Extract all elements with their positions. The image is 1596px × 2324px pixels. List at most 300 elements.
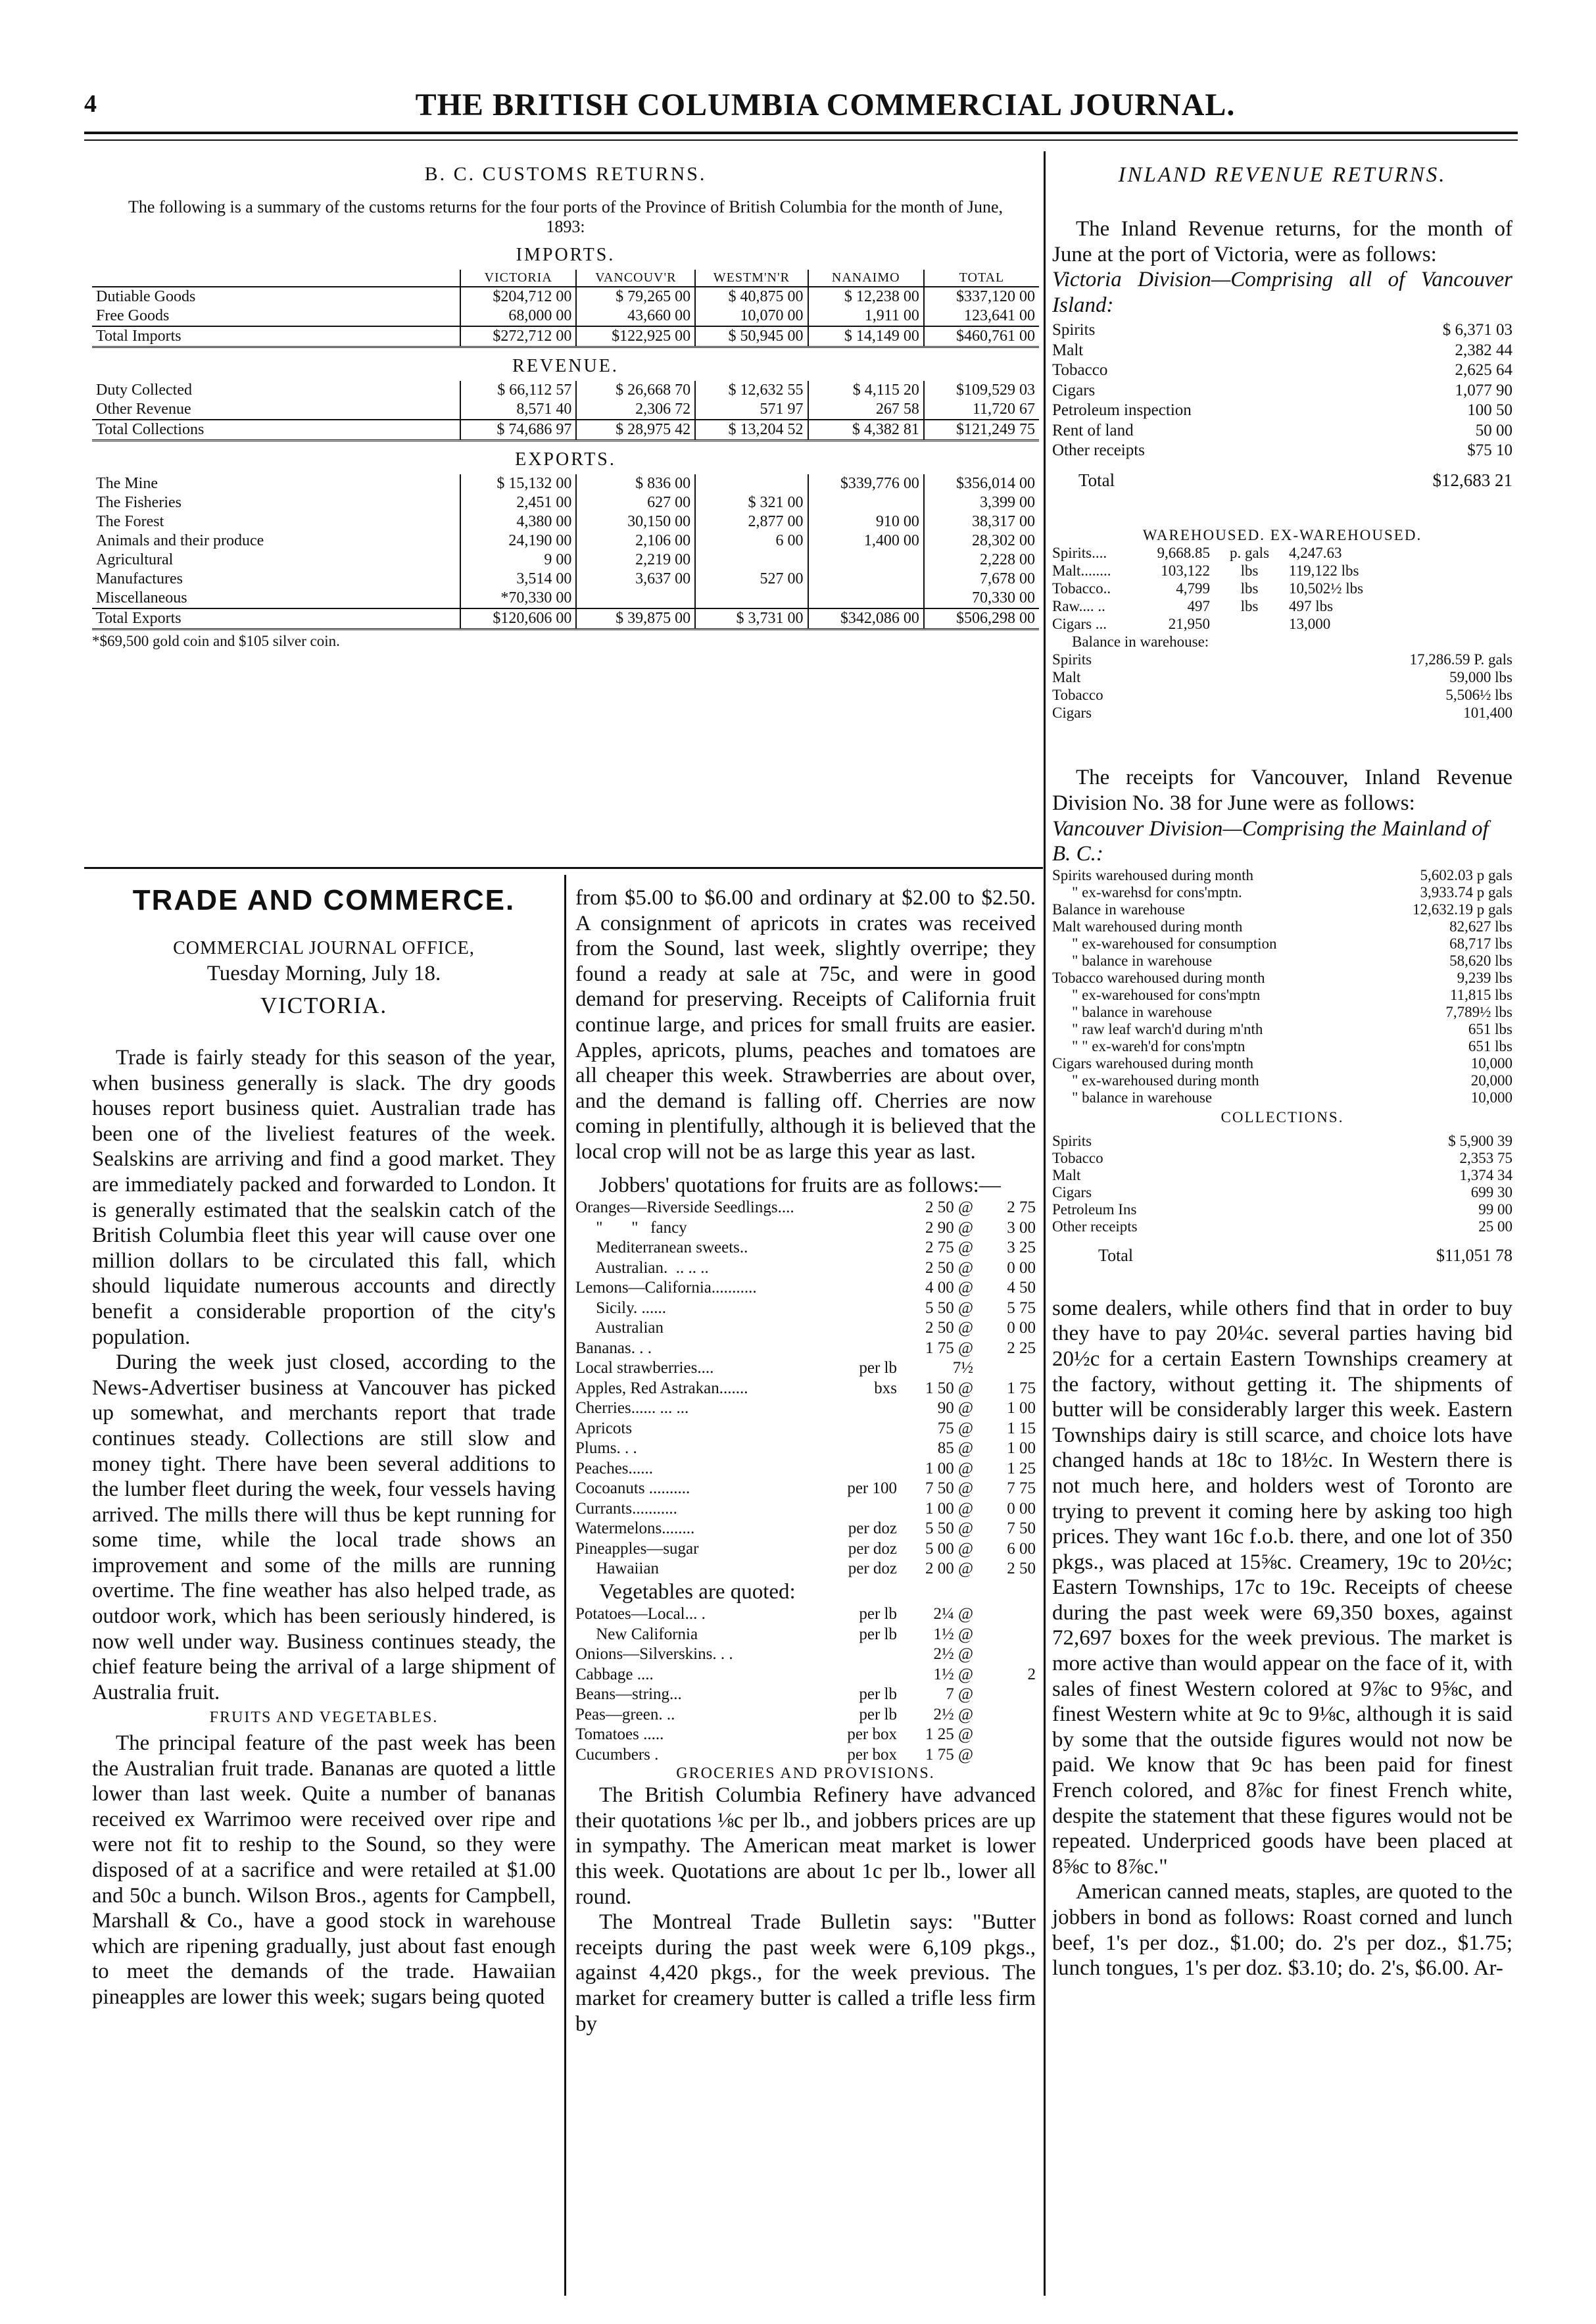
- trade-commerce: [92, 884, 556, 2010]
- table-row: [92, 381, 1039, 400]
- list-item: [1052, 1072, 1512, 1089]
- list-item: [575, 1238, 1036, 1258]
- item-value: 7,789½ lbs: [1445, 1003, 1512, 1020]
- column-divider-right: [1044, 151, 1046, 2296]
- cell: $ 13,204 52: [695, 420, 808, 441]
- col-victoria: VICTORIA: [460, 270, 576, 287]
- col-total: TOTAL: [924, 270, 1039, 287]
- cell: 1,911 00: [808, 307, 924, 326]
- item-label: Onions—Silverskins. . .: [575, 1645, 733, 1664]
- item-value: 2½ @: [933, 1705, 973, 1723]
- row-label: Agricultural: [96, 551, 174, 568]
- table-row: [92, 287, 1039, 307]
- total-row: [92, 608, 1039, 630]
- item-value: 90 @: [937, 1399, 973, 1418]
- item-value: 4,799: [1176, 580, 1210, 597]
- inland-revenue: [1052, 163, 1512, 1981]
- item-unit: per lb: [859, 1705, 897, 1723]
- list-item: [1052, 597, 1512, 615]
- list-item: [1052, 1133, 1512, 1150]
- item-value: 7 @: [946, 1685, 973, 1704]
- item-value: 1 25: [1007, 1459, 1036, 1477]
- row-label: The Forest: [96, 513, 164, 530]
- item-value: 497 lbs: [1289, 598, 1334, 615]
- list-item: [1052, 952, 1512, 970]
- item-label: " " ex-wareh'd for cons'mptn: [1072, 1037, 1245, 1054]
- item-label: Potatoes—Local... .: [575, 1605, 706, 1623]
- item-label: " raw leaf warch'd during m'nth: [1072, 1020, 1263, 1037]
- total-row: [1052, 470, 1512, 491]
- item-value: 2 50: [1007, 1560, 1036, 1578]
- item-label: Spirits: [1052, 651, 1092, 668]
- cell: 527 00: [695, 570, 808, 589]
- balance-title: Balance in warehouse:: [1072, 633, 1209, 651]
- item-unit: [802, 1644, 901, 1665]
- item-value: 100 50: [1467, 401, 1512, 420]
- cell: 571 97: [695, 400, 808, 420]
- item-value: 651 lbs: [1468, 1037, 1512, 1054]
- list-item: [575, 1644, 1036, 1665]
- item-value: 2 90 @: [925, 1218, 973, 1237]
- cell: 68,000 00: [460, 307, 576, 326]
- item-unit: [802, 1218, 901, 1239]
- item-label: Rent of land: [1052, 421, 1134, 439]
- item-unit: lbs: [1240, 562, 1259, 580]
- item-label: Peas—green. ..: [575, 1705, 675, 1723]
- list-item: [575, 1559, 1036, 1579]
- journal-title: THE BRITISH COLUMBIA COMMERCIAL JOURNAL.: [415, 87, 1236, 122]
- item-value: 7½: [952, 1359, 973, 1377]
- row-label: Other Revenue: [96, 401, 191, 418]
- list-item: [1052, 580, 1512, 597]
- item-label: Lemons—California...........: [575, 1279, 757, 1297]
- list-item: [1052, 421, 1512, 441]
- item-label: Hawaiian: [575, 1560, 660, 1578]
- item-label: " ex-warehsd for cons'mptn.: [1072, 883, 1242, 901]
- cell: $ 74,686 97: [460, 420, 576, 441]
- label-col-header: [92, 270, 460, 287]
- item-label: Spirits: [1052, 1132, 1092, 1149]
- item-label: Cigars: [1052, 705, 1092, 722]
- item-value: 5,602.03 p gals: [1420, 866, 1512, 883]
- list-item: [575, 1665, 1036, 1685]
- item-value: $ 5,900 39: [1448, 1132, 1512, 1149]
- cell: [808, 589, 924, 608]
- item-label: Apples, Red Astrakan.......: [575, 1379, 748, 1397]
- item-value: 2 00 @: [925, 1560, 973, 1578]
- trade-paragraph-1: Trade is fairly steady for this season of the year, when business generally is slack. The dry goods houses report business quiet. Australian trade has been one of the liveliest features of the week. Sealskins are arriving and find a good market. They are immediately packed and forwarded to London. It is generally estimated that the sealskin catch of the British Columbia fleet this year will cause over one million dollars to be circulated this fall, which should liquidate numerous accounts and directly benefit a considerable proportion of the city's population.: [92, 1046, 556, 1349]
- middle-paragraph-2: Jobbers' quotations for fruits are as follows:—: [599, 1173, 1001, 1197]
- list-item: [575, 1218, 1036, 1239]
- page-number: 4: [84, 90, 97, 118]
- item-value: 11,815 lbs: [1450, 986, 1512, 1003]
- item-label: Tobacco: [1052, 687, 1103, 704]
- item-value: [973, 1644, 1036, 1665]
- item-value: 4 50: [1007, 1279, 1036, 1297]
- total-row: [1052, 1247, 1512, 1264]
- item-label: Malt: [1052, 669, 1081, 686]
- middle-paragraph-4: The Montreal Trade Bulletin says: "Butter receipts during the past week were 6,109 pkgs., against 4,420 pkgs., for the week previous. The market for creamery butter is called a trifle less firm by: [575, 1910, 1036, 2036]
- item-label: " " fancy: [575, 1218, 687, 1237]
- item-value: 1,077 90: [1455, 381, 1512, 399]
- col-westminster: WESTM'N'R: [695, 270, 808, 287]
- middle-body: [575, 885, 1036, 1198]
- cell: 8,571 40: [460, 400, 576, 420]
- vancouver-division: Vancouver Division—Comprising the Mainland of B. C.:: [1052, 816, 1489, 866]
- row-label: Free Goods: [96, 307, 170, 324]
- list-item: [1052, 1089, 1512, 1106]
- item-value: 2,353 75: [1459, 1149, 1512, 1166]
- list-item: [575, 1379, 1036, 1399]
- cell: $ 12,632 55: [695, 381, 808, 400]
- item-unit: per lb: [859, 1685, 897, 1704]
- item-value: 25 00: [1478, 1218, 1512, 1235]
- table-row: [92, 493, 1039, 512]
- date-line: Tuesday Morning, July 18.: [206, 962, 441, 985]
- cell: [695, 589, 808, 608]
- cell: 9 00: [460, 551, 576, 570]
- item-value: [973, 1705, 1036, 1725]
- list-item: [1052, 1055, 1512, 1072]
- cell: $121,249 75: [924, 420, 1039, 441]
- row-label: Miscellaneous: [96, 589, 187, 606]
- item-label: Cigars: [1052, 1183, 1092, 1200]
- item-value: 1 75 @: [925, 1745, 973, 1764]
- item-unit: [802, 1298, 901, 1319]
- list-item: [575, 1705, 1036, 1725]
- table-row: [92, 400, 1039, 420]
- item-unit: per lb: [859, 1625, 897, 1643]
- list-item: [1052, 562, 1512, 580]
- trade-paragraph-2: During the week just closed, according to the News-Advertiser business at Vancouver has picked up somewhat, and merchants report that trade continues steady. Collections are still slow and money tight. There have been several additions to the lumber fleet during the week, four vessels having arrived. The mills there will thus be kept running for some time, while the local trade shows an improvement and some of the mills are running overtime. The fine weather has also helped trade, as outdoor work, which has been seriously hindered, is now well under way. Business continues steady, the chief feature being the arrival of a large shipment of Australia fruit.: [92, 1350, 556, 1704]
- total-row: [92, 420, 1039, 441]
- trade-paragraph-3: The principal feature of the past week has been the Australian fruit trade. Bananas are quoted a little lower than last week. Quite a number of bananas received ex Warrimoo were received over ripe and were not fit to reship to the Sound, so they were disposed of at a sacrifice and were retailed at $1.00 and 50c a bunch. Wilson Bros., agents for Campbell, Marshall & Co., have a good stock in warehouse which are ripening gradually, just about fast enough to meet the demands of the trade. Hawaiian pineapples are lower this week; sugars being quoted: [92, 1731, 556, 2009]
- item-value: 4,247.63: [1289, 545, 1342, 562]
- item-value: 6 00: [1007, 1539, 1036, 1558]
- list-item: [1052, 341, 1512, 361]
- item-label: Spirits: [1052, 321, 1096, 339]
- item-label: Cigars ...: [1052, 616, 1107, 633]
- row-label: The Mine: [96, 475, 158, 492]
- vancouver-list: [1052, 867, 1512, 1264]
- cell: $ 66,112 57: [460, 381, 576, 400]
- cell: 123,641 00: [924, 307, 1039, 326]
- cell: [808, 493, 924, 512]
- list-item: [1052, 867, 1512, 884]
- item-unit: per doz: [848, 1520, 897, 1538]
- item-unit: [802, 1398, 901, 1419]
- item-value: 2 50 @: [925, 1199, 973, 1217]
- fruits-heading: FRUITS AND VEGETABLES.: [209, 1709, 439, 1727]
- item-label: " ex-warehoused for cons'mptn: [1072, 986, 1261, 1003]
- cell: $356,014 00: [924, 474, 1039, 493]
- item-label: Australian. .. .. ..: [575, 1258, 709, 1277]
- list-item: [575, 1358, 1036, 1379]
- item-value: 82,627 lbs: [1449, 918, 1512, 935]
- cell: 11,720 67: [924, 400, 1039, 420]
- cell: $ 4,382 81: [808, 420, 924, 441]
- item-label: Tobacco..: [1052, 580, 1111, 597]
- table-row: [92, 474, 1039, 493]
- item-label: Petroleum Ins: [1052, 1200, 1137, 1218]
- cell: $ 14,149 00: [808, 326, 924, 347]
- item-label: Malt: [1052, 341, 1084, 359]
- item-value: 9,668.85: [1157, 545, 1210, 562]
- victoria-division: Victoria Division—Comprising all of Vancouver Island:: [1052, 268, 1512, 317]
- item-label: Total: [1098, 1247, 1134, 1264]
- item-value: [973, 1358, 1036, 1379]
- cell: $ 79,265 00: [576, 287, 695, 307]
- item-label: Local strawberries....: [575, 1359, 714, 1377]
- item-value: 10,000: [1470, 1089, 1512, 1106]
- victoria-items: [1052, 320, 1512, 490]
- row-label: Animals and their produce: [96, 532, 264, 549]
- item-value: 68,717 lbs: [1449, 935, 1512, 952]
- item-value: 1 75 @: [925, 1339, 973, 1357]
- list-item: [575, 1745, 1036, 1766]
- row-label: Manufactures: [96, 570, 183, 587]
- customs-title: B. C. CUSTOMS RETURNS.: [424, 163, 707, 185]
- collections-title: COLLECTIONS.: [1221, 1108, 1344, 1125]
- item-unit: bxs: [874, 1379, 897, 1397]
- item-value: 99 00: [1478, 1200, 1512, 1218]
- item-value: 103,122: [1161, 562, 1210, 580]
- list-item: [575, 1459, 1036, 1479]
- cell: $122,925 00: [576, 326, 695, 347]
- item-label: Cocoanuts ..........: [575, 1479, 690, 1498]
- row-label: Dutiable Goods: [96, 288, 196, 305]
- item-label: Peaches......: [575, 1459, 654, 1477]
- list-item: [1052, 441, 1512, 461]
- inland-intro: [1052, 216, 1512, 267]
- list-item: [1052, 651, 1512, 668]
- cell: $506,298 00: [924, 608, 1039, 630]
- item-value: $ 6,371 03: [1442, 321, 1512, 339]
- cell: 2,219 00: [576, 551, 695, 570]
- table-row: [92, 589, 1039, 608]
- item-value: [973, 1745, 1036, 1766]
- list-item: [1052, 901, 1512, 918]
- item-value: 50 00: [1475, 421, 1512, 439]
- customs-intro: The following is a summary of the customs returns for the four ports of the Province of British Columbia for the month of June, 1893:: [128, 197, 1004, 236]
- item-value: 9,239 lbs: [1457, 969, 1512, 986]
- table-row: [92, 512, 1039, 532]
- cell: 267 58: [808, 400, 924, 420]
- item-value: 2,625 64: [1455, 361, 1512, 380]
- item-value: 2 50 @: [925, 1319, 973, 1337]
- table-row: [92, 532, 1039, 551]
- item-unit: [802, 1419, 901, 1439]
- vancouver-intro-text: The receipts for Vancouver, Inland Revenue Division No. 38 for June were as follows:: [1052, 766, 1512, 815]
- item-value: 1 00 @: [925, 1499, 973, 1518]
- item-unit: p. gals: [1229, 545, 1270, 562]
- table-row: [92, 307, 1039, 326]
- cell: [695, 474, 808, 493]
- list-item: [575, 1298, 1036, 1319]
- item-label: Tobacco: [1052, 361, 1108, 380]
- list-item: [1052, 970, 1512, 987]
- item-label: Spirits warehoused during month: [1052, 866, 1253, 883]
- item-value: 1 50 @: [925, 1379, 973, 1397]
- trade-title: TRADE AND COMMERCE.: [132, 884, 516, 916]
- cell: [808, 570, 924, 589]
- item-label: Plums. . .: [575, 1439, 637, 1458]
- vegetable-quotations: [575, 1604, 1036, 1765]
- item-value: $75 10: [1467, 441, 1512, 460]
- warehoused-title: WAREHOUSED. EX-WAREHOUSED.: [1142, 527, 1422, 544]
- cell: 1,400 00: [808, 532, 924, 551]
- cell: $ 50,945 00: [695, 326, 808, 347]
- item-unit: [802, 1339, 901, 1359]
- cell: 3,637 00: [576, 570, 695, 589]
- cell: $272,712 00: [460, 326, 576, 347]
- cell: $460,761 00: [924, 326, 1039, 347]
- item-value: [973, 1685, 1036, 1705]
- item-value: 0 00: [1007, 1319, 1036, 1337]
- item-label: Total: [1078, 470, 1115, 490]
- customs-returns: [92, 163, 1039, 651]
- cell: 2,228 00: [924, 551, 1039, 570]
- item-label: Cigars warehoused during month: [1052, 1054, 1253, 1072]
- item-label: New California: [575, 1625, 698, 1643]
- list-item: [1052, 360, 1512, 381]
- cell: 28,302 00: [924, 532, 1039, 551]
- item-unit: [802, 1198, 901, 1218]
- imports-title: IMPORTS.: [516, 245, 616, 265]
- table-row: [92, 551, 1039, 570]
- cell: $337,120 00: [924, 287, 1039, 307]
- item-unit: per lb: [859, 1605, 897, 1623]
- item-value: 5 50 @: [925, 1520, 973, 1538]
- item-unit: [802, 1499, 901, 1520]
- list-item: [575, 1439, 1036, 1459]
- list-item: [1052, 615, 1512, 633]
- row-label: Duty Collected: [96, 382, 192, 399]
- row-label: Total Imports: [92, 326, 460, 347]
- cell: $204,712 00: [460, 287, 576, 307]
- trade-body: [92, 1045, 556, 2010]
- item-label: Other receipts: [1052, 1218, 1138, 1235]
- item-value: 651 lbs: [1468, 1020, 1512, 1037]
- item-unit: per box: [847, 1725, 897, 1744]
- item-label: Cigars: [1052, 381, 1096, 399]
- item-value: 10,000: [1470, 1054, 1512, 1072]
- item-value: 7 50: [1007, 1520, 1036, 1538]
- total-row: [92, 326, 1039, 347]
- cell: 38,317 00: [924, 512, 1039, 532]
- item-unit: [802, 1278, 901, 1298]
- cell: $ 28,975 42: [576, 420, 695, 441]
- list-item: [1052, 1201, 1512, 1218]
- item-label: " ex-warehoused during month: [1072, 1072, 1259, 1089]
- list-item: [1052, 1021, 1512, 1038]
- item-label: Malt warehoused during month: [1052, 918, 1243, 935]
- item-label: " balance in warehouse: [1072, 1003, 1213, 1020]
- vancouver-intro: [1052, 765, 1512, 816]
- list-item: [1052, 668, 1512, 686]
- list-item: [1052, 884, 1512, 901]
- cell: $109,529 03: [924, 381, 1039, 400]
- item-label: Cabbage ....: [575, 1665, 654, 1683]
- item-value: 10,502½ lbs: [1289, 580, 1364, 597]
- veg-heading: [575, 1579, 1036, 1605]
- item-unit: per doz: [848, 1560, 897, 1578]
- cell: 10,070 00: [695, 307, 808, 326]
- city-heading: VICTORIA.: [260, 993, 388, 1018]
- item-label: Bananas. . .: [575, 1339, 652, 1357]
- cell: $ 40,875 00: [695, 287, 808, 307]
- list-item: [1052, 544, 1512, 562]
- exports-title: EXPORTS.: [515, 449, 616, 470]
- cell: 70,330 00: [924, 589, 1039, 608]
- cell: 24,190 00: [460, 532, 576, 551]
- customs-bottom-rule: [84, 867, 1043, 869]
- item-value: 101,400: [1463, 705, 1512, 722]
- cell: 627 00: [576, 493, 695, 512]
- item-value: 1 00: [1007, 1439, 1036, 1458]
- item-value: 5 00 @: [925, 1539, 973, 1558]
- column-divider-left: [564, 875, 566, 2296]
- item-unit: per doz: [848, 1539, 897, 1558]
- item-value: 21,950: [1168, 616, 1210, 633]
- cell: $ 26,668 70: [576, 381, 695, 400]
- item-unit: per 100: [847, 1479, 897, 1498]
- item-value: 3 25: [1007, 1239, 1036, 1257]
- row-label: The Fisheries: [96, 494, 181, 511]
- cell: 3,514 00: [460, 570, 576, 589]
- cell: 2,306 72: [576, 400, 695, 420]
- item-label: Tomatoes .....: [575, 1725, 664, 1744]
- item-value: 59,000 lbs: [1449, 669, 1512, 686]
- item-label: Australian: [575, 1319, 664, 1337]
- groceries-heading: GROCERIES AND PROVISIONS.: [676, 1765, 935, 1783]
- item-value: $12,683 21: [1432, 470, 1512, 490]
- list-item: [575, 1198, 1036, 1218]
- cell: $ 12,238 00: [808, 287, 924, 307]
- cell: [576, 589, 695, 608]
- cell: 4,380 00: [460, 512, 576, 532]
- veg-heading-text: Vegetables are quoted:: [599, 1579, 796, 1604]
- item-label: Cucumbers .: [575, 1745, 659, 1764]
- section-row: [92, 347, 1039, 382]
- row-label: Total Exports: [92, 608, 460, 630]
- customs-table: [92, 270, 1039, 630]
- cell: $120,606 00: [460, 608, 576, 630]
- item-label: Malt: [1052, 1166, 1081, 1183]
- item-value: 1 15: [1007, 1419, 1036, 1437]
- item-label: Cherries...... ... ...: [575, 1399, 689, 1418]
- item-label: Sicily. ......: [575, 1298, 666, 1317]
- list-item: [1052, 918, 1512, 935]
- cell: 910 00: [808, 512, 924, 532]
- item-value: 2½ @: [933, 1645, 973, 1664]
- header-rule-bottom: [84, 139, 1518, 141]
- item-label: Watermelons........: [575, 1520, 695, 1538]
- item-label: Petroleum inspection: [1052, 401, 1192, 420]
- cell: 2,106 00: [576, 532, 695, 551]
- item-value: 3,933.74 p gals: [1420, 883, 1512, 901]
- item-value: 0 00: [1007, 1258, 1036, 1277]
- right-paragraph-2: American canned meats, staples, are quoted to the jobbers in bond as follows: Roast corned and lunch beef, 1's per doz., $1.00; do. 2's per doz., $1.75; lunch tongues, 1's per doz. $3.10; do. 2's, $6.00. Ar-: [1052, 1880, 1512, 1981]
- list-item: [1052, 704, 1512, 722]
- row-label: Total Collections: [92, 420, 460, 441]
- item-unit: [802, 1318, 901, 1339]
- item-label: Beans—string...: [575, 1685, 682, 1704]
- revenue-title: REVENUE.: [512, 356, 619, 376]
- list-item: [575, 1625, 1036, 1645]
- cell: 2,451 00: [460, 493, 576, 512]
- list-item: [1052, 320, 1512, 341]
